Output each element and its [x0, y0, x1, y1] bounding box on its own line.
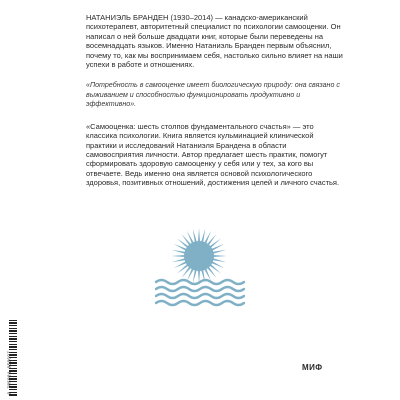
publisher-logo: МИФ — [302, 363, 323, 372]
barcode-number: 9 785001 958697 — [7, 350, 13, 395]
author-bio-paragraph: НАТАНИЭЛЬ БРАНДЕН (1930–2014) — канадско-американский психотерапевт, авторитетный специалист по психологии самооценки. Он написал о ней больше двадцати книг, которые были переведены на восемнадцать языков. Именно Натаниэль Бранден первым объяснил, почему то, как мы воспринимаем себя, настолько сильно влияет на наши успехи в работе и отношениях. — [86, 13, 343, 70]
sun-over-waves-icon — [152, 218, 246, 314]
sun-ray — [212, 258, 226, 262]
sun-ray — [193, 229, 197, 243]
sun-ray — [198, 228, 200, 242]
sun-ray — [172, 258, 186, 262]
sun-ray — [213, 255, 227, 257]
sun-ray — [171, 255, 185, 257]
text-column — [86, 13, 344, 199]
sun-ray — [201, 229, 205, 243]
book-description-paragraph: «Самооценка: шесть столпов фундаментального счастья» — это классика психологии. Книга является кульминацией клинической практики и исследований Натаниэля Брандена в области самовосприятия личности. Автор предлагает шесть практик, помогут сформировать здоровую самооценку у себя или у тех, за кого вы отвечаете. Ведь именно она является основой психологического здоровья, позитивных отношений, достижения целей и личного счастья. — [86, 121, 340, 188]
barcode — [2, 320, 17, 396]
sun-ray — [172, 250, 186, 254]
sun-ray — [193, 269, 197, 283]
sun-ray — [212, 250, 226, 254]
quote-paragraph: «Потребность в самооценке имеет биологическую природу: она связано с выживанием и способностью функционировать продуктивно и эффективно». — [86, 81, 340, 108]
